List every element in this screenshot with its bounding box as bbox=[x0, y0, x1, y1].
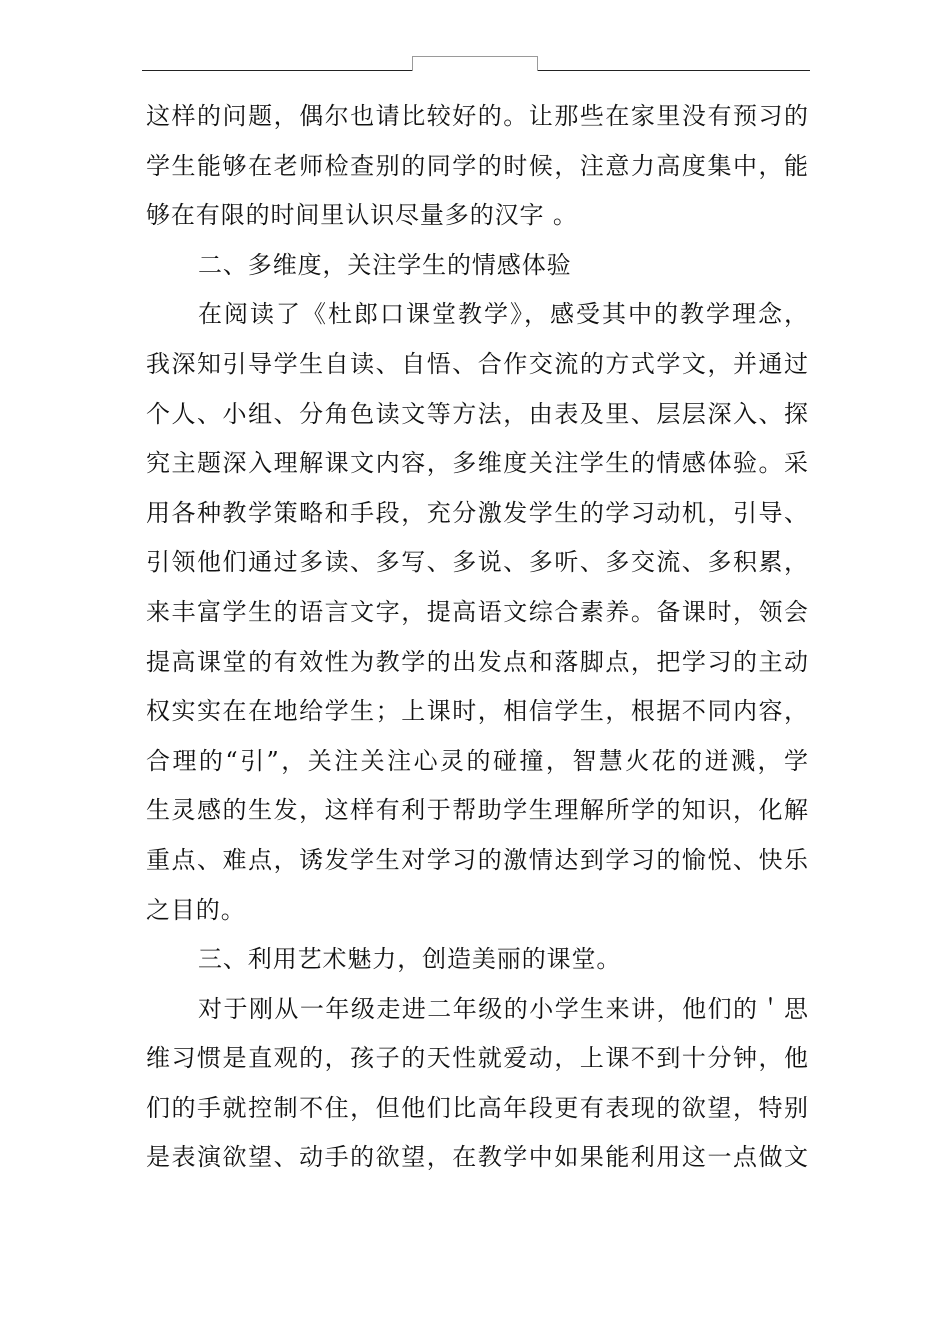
paragraph-first-line: 在阅读了《杜郎口课堂教学》，感受其中的教学理念， bbox=[198, 300, 808, 329]
text-line: 用各种教学策略和手段，充分激发学生的学习动机，引导、 bbox=[146, 498, 808, 527]
text-line: 们的手就控制不住，但他们比高年段更有表现的欲望，特别 bbox=[146, 1093, 808, 1122]
text-line: 来丰富学生的语言文字，提高语文综合素养。备课时，领会 bbox=[146, 597, 808, 626]
section-heading: 二、多维度，关注学生的情感体验 bbox=[198, 250, 572, 279]
text-line: 维习惯是直观的，孩子的天性就爱动，上课不到十分钟，他 bbox=[146, 1044, 808, 1073]
text-line: 重点、难点，诱发学生对学习的激情达到学习的愉悦、快乐 bbox=[146, 845, 808, 874]
text-line: 个人、小组、分角色读文等方法，由表及里、层层深入、探 bbox=[146, 399, 808, 428]
text-line: 够在有限的时间里认识尽量多的汉字 。 bbox=[146, 201, 578, 230]
text-line: 学生能够在老师检查别的同学的时候，注意力高度集中，能 bbox=[146, 151, 808, 180]
text-line: 权实实在在地给学生；上课时，相信学生，根据不同内容， bbox=[146, 697, 808, 726]
text-line: 我深知引导学生自读、自悟、合作交流的方式学文，并通过 bbox=[146, 349, 808, 378]
text-line: 合理的“引”，关注关注心灵的碰撞，智慧火花的迸溅，学 bbox=[146, 746, 808, 775]
document-body bbox=[146, 92, 808, 1183]
text-line: 这样的问题，偶尔也请比较好的。让那些在家里没有预习的 bbox=[146, 102, 808, 130]
text-line: 生灵感的生发，这样有利于帮助学生理解所学的知识，化解 bbox=[146, 796, 808, 825]
text-line: 提高课堂的有效性为教学的出发点和落脚点，把学习的主动 bbox=[146, 647, 808, 676]
paragraph-first-line: 对于刚从一年级走进二年级的小学生来讲，他们的＇思 bbox=[198, 994, 808, 1023]
header-tab bbox=[412, 56, 538, 71]
text-line: 究主题深入理解课文内容，多维度关注学生的情感体验。采 bbox=[146, 449, 808, 478]
section-heading: 三、利用艺术魅力，创造美丽的课堂。 bbox=[198, 945, 622, 974]
text-line: 之目的。 bbox=[146, 895, 246, 924]
text-line: 是表演欲望、动手的欲望，在教学中如果能利用这一点做文 bbox=[146, 1143, 808, 1172]
text-line: 引领他们通过多读、多写、多说、多听、多交流、多积累， bbox=[146, 548, 808, 577]
